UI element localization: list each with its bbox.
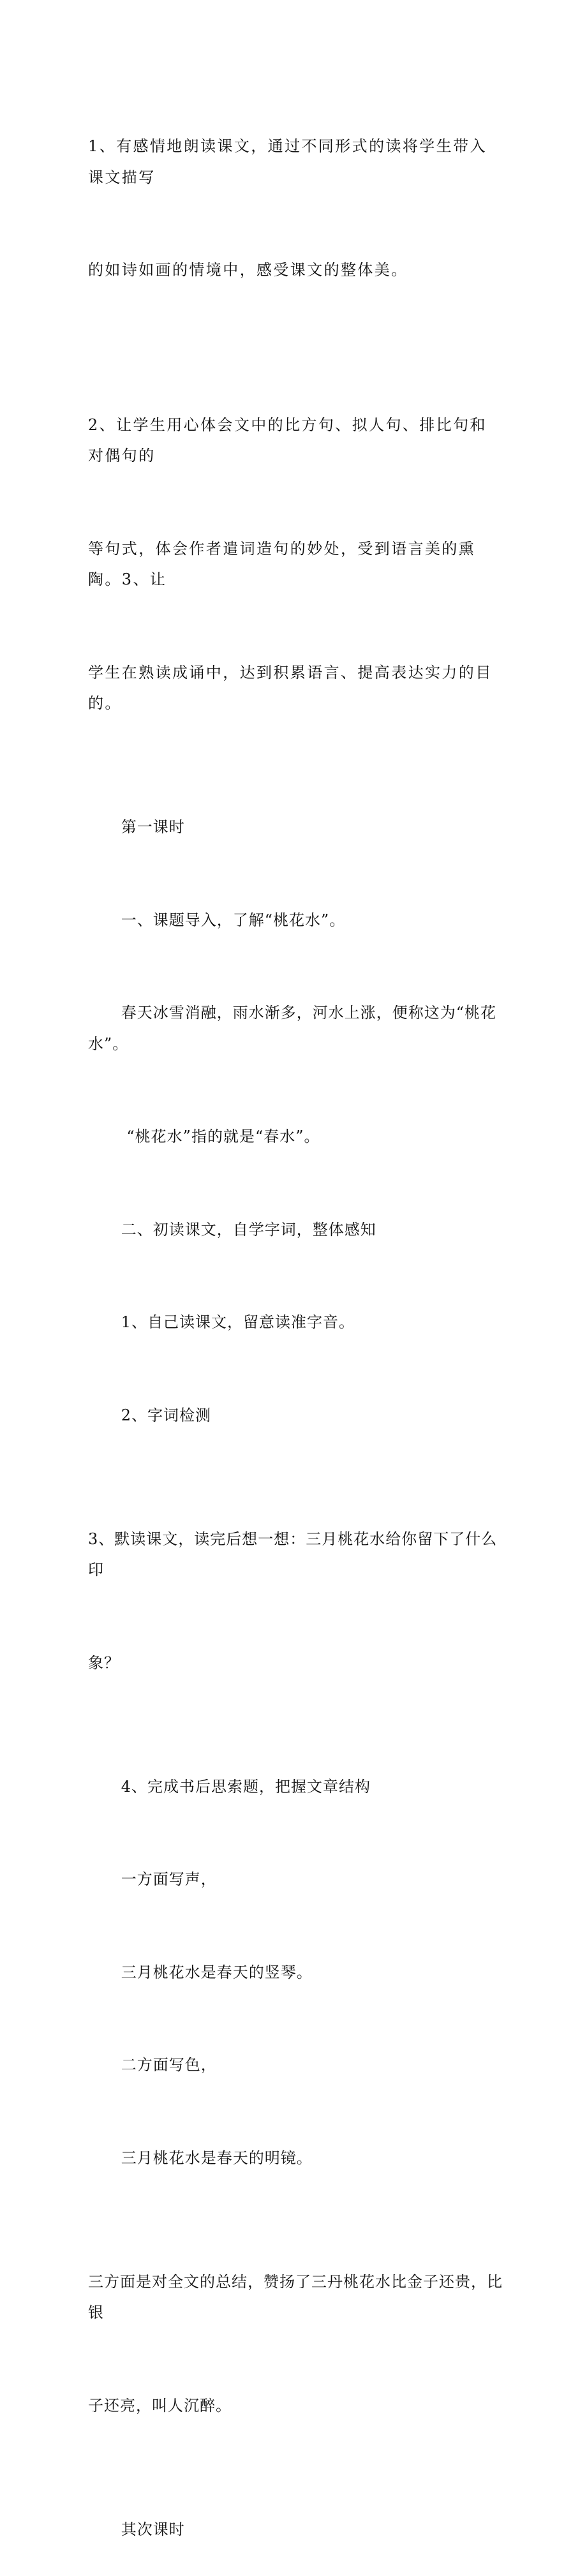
document-body xyxy=(88,69,503,2576)
structure-1-text xyxy=(88,1926,503,2019)
text-line: 一方面写声， xyxy=(121,1870,217,1888)
text-line: 4、完成书后思索题，把握文章结构 xyxy=(121,1777,371,1796)
text-line: 象？ xyxy=(88,1653,120,1672)
structure-2-text xyxy=(88,2111,503,2205)
structure-2-label xyxy=(88,2019,503,2112)
text-line: 春天冰雪消融，雨水渐多，河水上涨，便称这为“桃花水”。 xyxy=(88,1004,497,1053)
structure-1-label xyxy=(88,1833,503,1926)
step-4 xyxy=(88,1740,503,1833)
text-line: 等句式，体会作者遣词造句的妙处，受到语言美的熏陶。3、让 xyxy=(88,539,476,588)
text-line: 2、字词检测 xyxy=(121,1406,212,1424)
text-line: 的如诗如画的情境中，感受课文的整体美。 xyxy=(88,261,408,279)
text-line: 三方面是对全文的总结，赞扬了三丹桃花水比金子还贵，比银 xyxy=(88,2272,503,2321)
text-line: 1、有感情地朗读课文，通过不同形式的读将学生带入课文描写 xyxy=(88,137,487,186)
text-line: 三月桃花水是春天的竖琴。 xyxy=(121,1963,313,1981)
lesson-2-heading xyxy=(88,2483,503,2576)
text-line: 1、自己读课文，留意读准字音。 xyxy=(121,1313,355,1331)
step-2 xyxy=(88,1369,503,1462)
text-line: 三月桃花水是春天的明镜。 xyxy=(121,2148,313,2167)
text-line: 子还亮，叫人沉醉。 xyxy=(88,2396,232,2415)
text-line: 一、课题导入，了解“桃花水”。 xyxy=(121,911,346,929)
objective-2-3 xyxy=(88,348,503,781)
text-line: 学生在熟读成诵中，达到积累语言、提高表达实力的目的。 xyxy=(88,663,493,712)
text-line: 2、让学生用心体会文中的比方句、拟人句、排比句和对偶句的 xyxy=(88,415,487,465)
lesson-1-heading xyxy=(88,781,503,874)
text-line: 二方面写色， xyxy=(121,2056,217,2074)
text-line: 其次课时 xyxy=(121,2520,185,2538)
structure-3 xyxy=(88,2205,503,2483)
step-3 xyxy=(88,1462,503,1741)
text-line: “桃花水”指的就是“春水”。 xyxy=(121,1128,320,1145)
text-line: 第一课时 xyxy=(121,818,185,836)
step-1 xyxy=(88,1276,503,1369)
section-1-heading xyxy=(88,874,503,967)
text-line: 二、初读课文，自学字词，整体感知 xyxy=(121,1220,376,1239)
section-1-text-1 xyxy=(88,967,503,1091)
text-line: 3、默读课文，读完后想一想：三月桃花水给你留下了什么印 xyxy=(88,1530,498,1579)
section-2-heading xyxy=(88,1183,503,1276)
section-1-text-2 xyxy=(88,1091,503,1184)
objective-1 xyxy=(88,69,503,348)
